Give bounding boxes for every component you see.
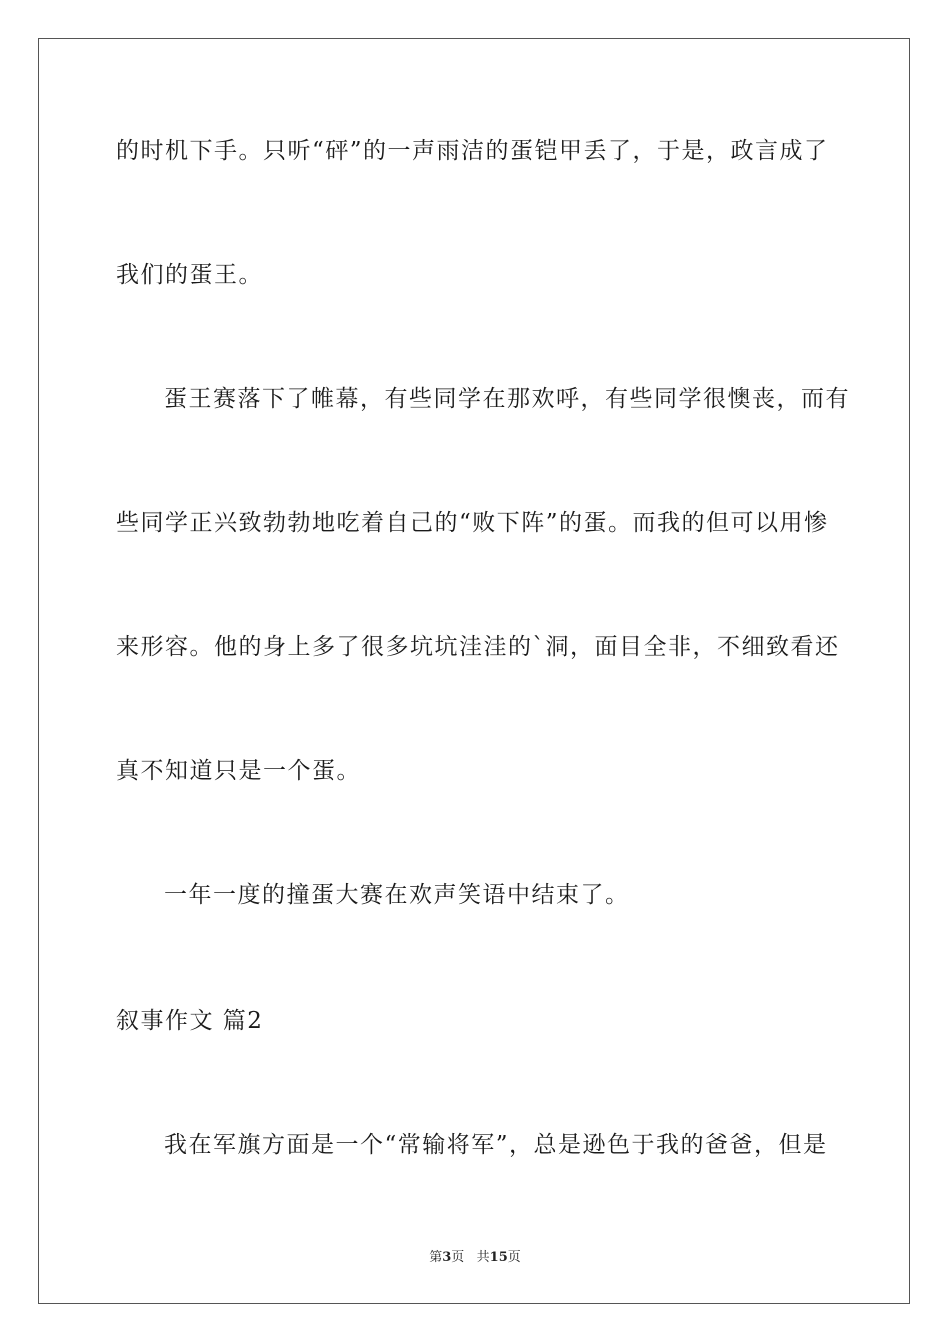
paragraph-line-4: 些同学正兴致勃勃地吃着自己的“败下阵”的蛋。而我的但可以用惨: [116, 510, 829, 536]
page-border: [38, 38, 910, 1304]
paragraph-line-1: 的时机下手。只听“砰”的一声雨洁的蛋铠甲丢了，于是，政言成了: [116, 138, 829, 164]
footer-prefix: 第: [429, 1250, 443, 1265]
footer-total-pages: 15: [489, 1250, 508, 1265]
page-footer: [0, 1246, 950, 1265]
footer-mid: 页 共: [451, 1250, 490, 1265]
paragraph-line-5: 来形容。他的身上多了很多坑坑洼洼的`洞，面目全非，不细致看还: [116, 634, 840, 660]
footer-suffix: 页: [507, 1250, 521, 1265]
footer-page-number: 3: [442, 1250, 452, 1265]
paragraph-line-8: 我在军旗方面是一个“常输将军”，总是逊色于我的爸爸，但是: [164, 1132, 828, 1158]
paragraph-line-7: 一年一度的撞蛋大赛在欢声笑语中结束了。: [164, 882, 630, 908]
paragraph-line-2: 我们的蛋王。: [116, 262, 263, 288]
paragraph-line-6: 真不知道只是一个蛋。: [116, 758, 361, 784]
paragraph-line-3: 蛋王赛落下了帷幕，有些同学在那欢呼，有些同学很懊丧，而有: [164, 386, 850, 412]
section-heading: 叙事作文 篇2: [116, 1008, 264, 1034]
